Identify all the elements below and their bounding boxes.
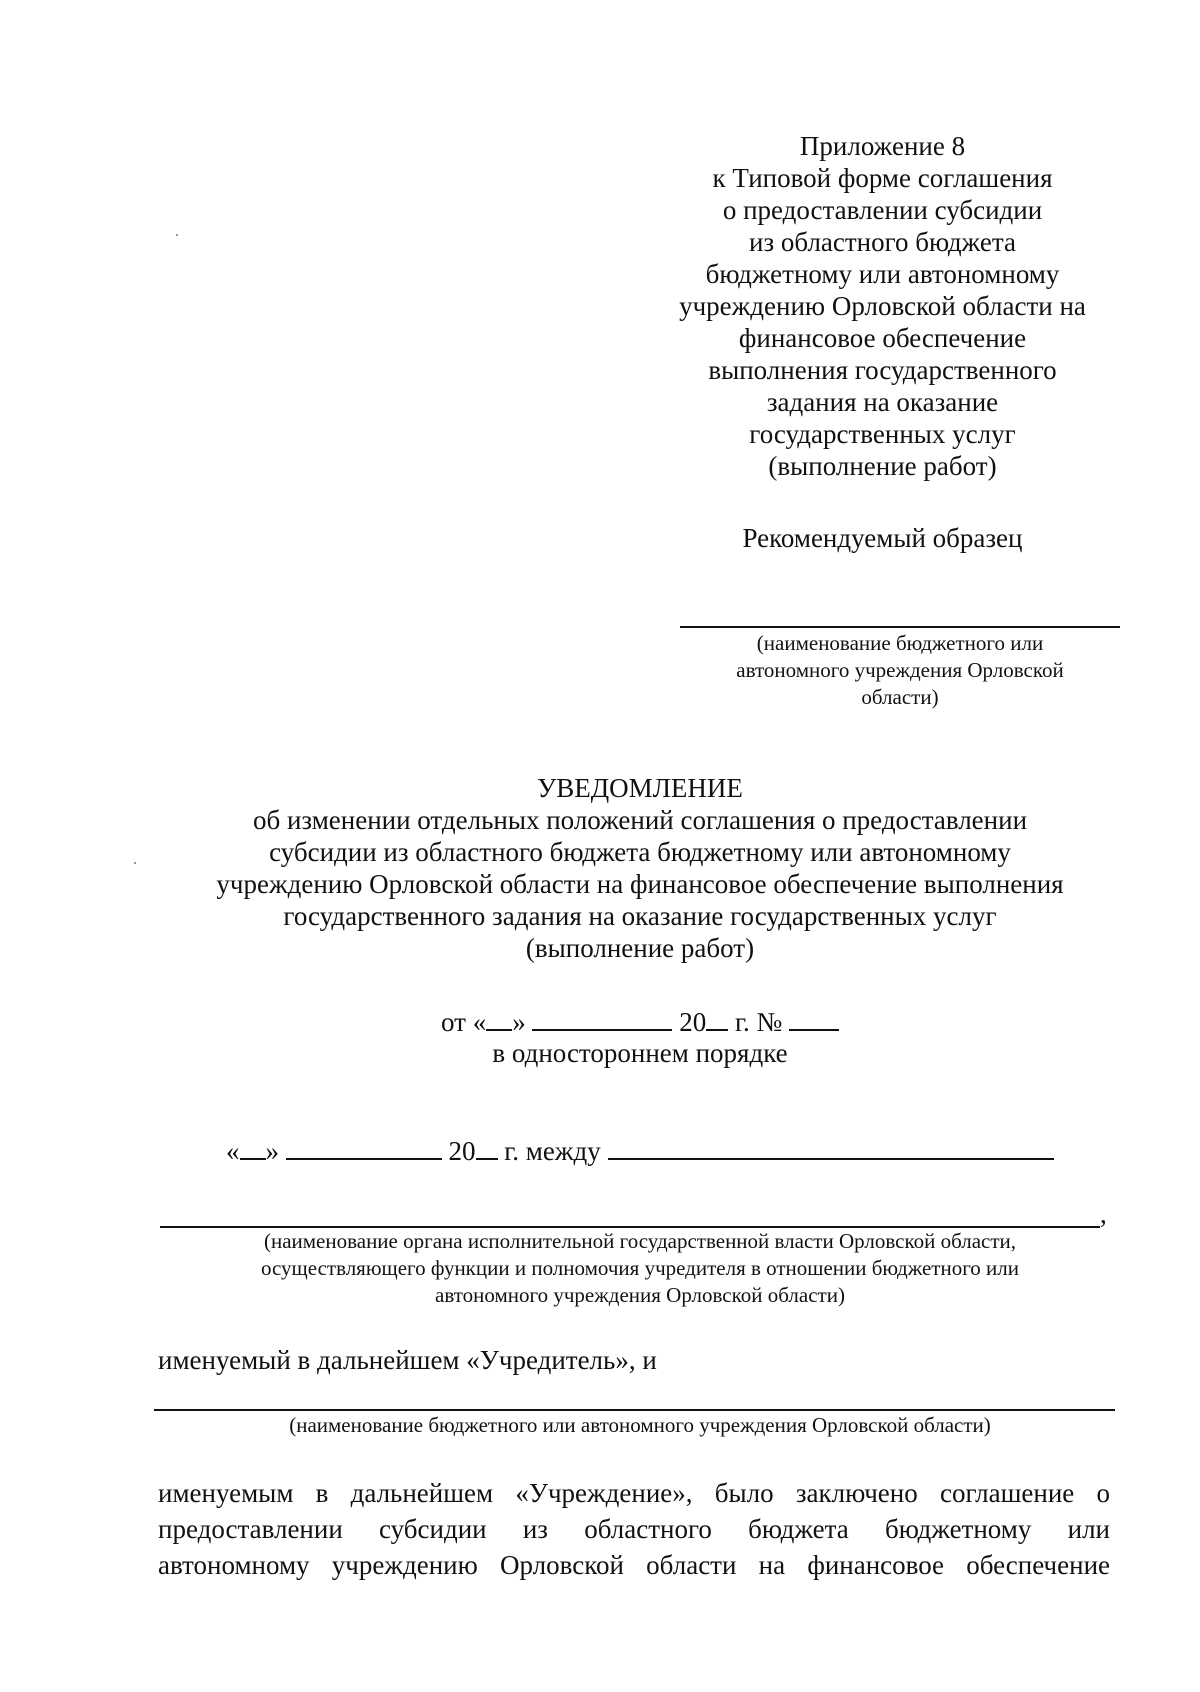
appendix-line: из областного бюджета [749,227,1016,257]
body-paragraph [158,1475,1110,1583]
number-blank [789,1003,839,1031]
appendix-line: задания на оказание [766,387,999,417]
day-blank [240,1132,266,1160]
appendix-line: финансовое обеспечение [738,323,1027,353]
caption-line: (наименование органа исполнительной государственной власти Орловской области, [263,1229,1017,1253]
between-label: г. между [504,1136,601,1166]
appendix-line: (выполнение работ) [768,451,997,481]
year-blank [476,1132,498,1160]
appendix-line: о предоставлении субсидии [722,195,1043,225]
notice-title: УВЕДОМЛЕНИЕ [537,773,743,803]
notice-line: субсидии из областного бюджета бюджетному или автономному [269,837,1011,867]
scan-speck [176,234,178,236]
notice-line: об изменении отдельных положений соглашения о предоставлении [252,805,1028,835]
founder-caption [150,1228,1130,1309]
year-prefix: 20 [679,1007,707,1037]
notice-date-number-line [150,1003,1130,1038]
caption-line: осуществляющего функции и полномочия учредителя в отношении бюджетного или [260,1256,1020,1280]
caption-line: автономного учреждения Орловской области) [435,1283,845,1307]
appendix-line: к Типовой форме соглашения [712,163,1053,193]
notice-line: (выполнение работ) [525,933,755,963]
body-line: предоставлении субсидии из областного бюджета бюджетному или [158,1514,1110,1544]
body-line: автономному учреждению Орловской области на финансовое обеспечение [158,1550,1110,1580]
quote-open: « [226,1136,240,1166]
order-label: в одностороннем порядке [492,1038,788,1068]
month-blank [532,1003,672,1031]
recipient-name-line [680,626,1120,628]
notice-line: учреждению Орловской области на финансовое обеспечение выполнения [216,869,1064,899]
from-prefix: от « [441,1007,487,1037]
body-line: именуемым в дальнейшем «Учреждение», было заключено соглашение о [158,1478,1110,1508]
recipient-caption [680,630,1120,711]
appendix-header [655,130,1110,482]
agreement-date-line [226,1132,1116,1167]
appendix-line: выполнения государственного [708,355,1057,385]
caption-line: области) [861,685,939,709]
institution-caption: (наименование бюджетного или автономного учреждения Орловской области) [289,1413,991,1437]
year-blank [706,1003,728,1031]
month-blank [286,1132,442,1160]
quote-close: » [512,1007,526,1037]
appendix-line: Приложение 8 [799,131,966,161]
notice-heading [150,772,1130,964]
founder-name-blank [608,1132,1054,1160]
scan-speck [134,862,136,864]
day-blank [486,1003,512,1031]
named-founder-text: именуемый в дальнейшем «Учредитель», и [158,1345,657,1375]
quote-close: » [265,1136,279,1166]
caption-line: автономного учреждения Орловской [736,658,1064,682]
year-prefix: 20 [448,1136,476,1166]
recommended-sample-label: Рекомендуемый образец [742,523,1023,553]
appendix-line: бюджетному или автономному [705,259,1060,289]
notice-line: государственного задания на оказание государственных услуг [283,901,997,931]
founder-line-comma: , [1100,1199,1107,1229]
appendix-line: учреждению Орловской области на [679,291,1086,321]
institution-name-line [154,1409,1115,1411]
appendix-line: государственных услуг [749,419,1016,449]
caption-line: (наименование бюджетного или [756,631,1044,655]
number-label: г. № [734,1007,783,1037]
